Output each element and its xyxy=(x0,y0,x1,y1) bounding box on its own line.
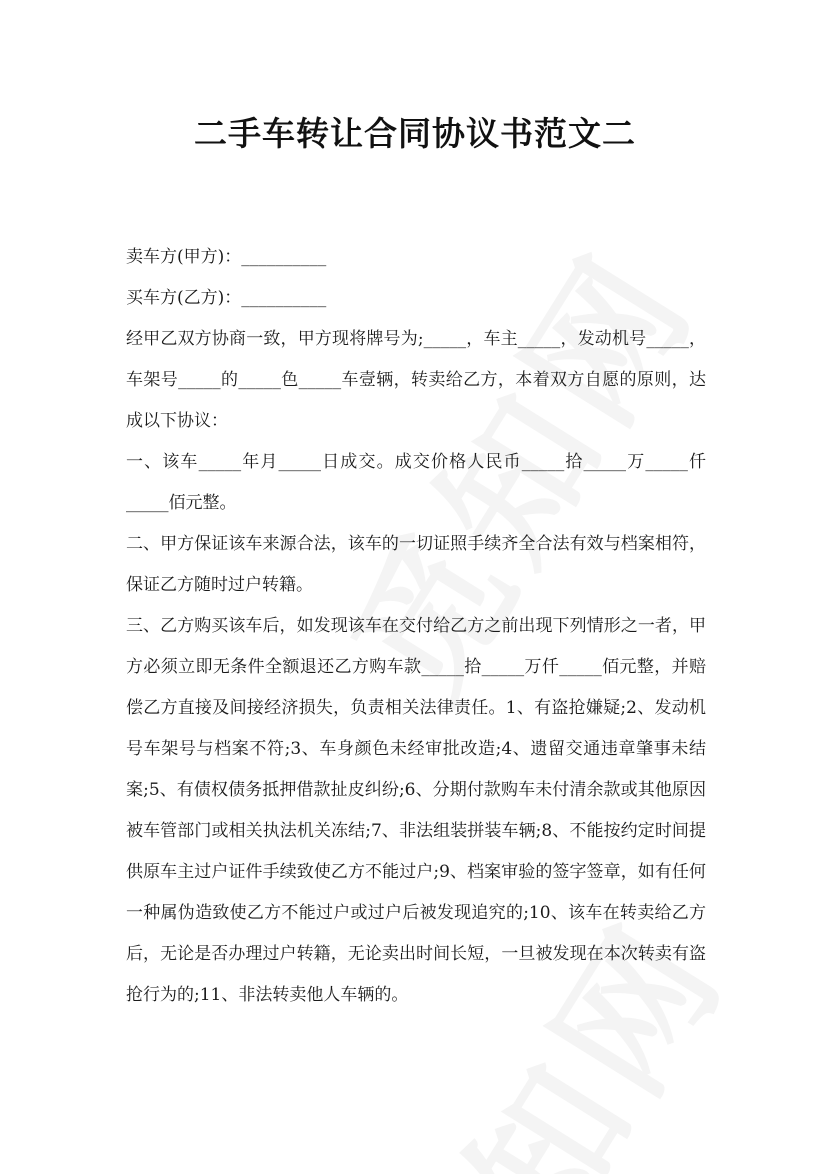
clause-2: 二、甲方保证该车来源合法，该车的一切证照手续齐全合法有效与档案相符，保证乙方随时过户转籍。 xyxy=(126,534,706,595)
intro-paragraph: 经甲乙双方协商一致，甲方现将牌号为;_____，车主_____，发动机号_____，车架号_____的_____色_____车壹辆，转卖给乙方，本着双方自愿的原则，达成以下协议： xyxy=(126,329,706,431)
document-title: 二手车转让合同协议书范文二 xyxy=(194,114,636,153)
clause-3: 三、乙方购买该车后，如发现该车在交付给乙方之前出现下列情形之一者，甲方必须立即无条件全额退还乙方购车款_____拾_____万仟_____佰元整，并赔偿乙方直接及间接经济损失，负责相关法律责任。1、有盗抢嫌疑;2、发动机号车架号与档案不符;3、车身颜色未经审批改造;4、遗留交通违章肇事未结案;5、有债权债务抵押借款扯皮纠纷;6、分期付款购车未付清余款或其他原因被车管部门或相关执法机关冻结;7、非法组装拼装车辆;8、不能按约定时间提供原车主过户证件手续致使乙方不能过户;9、档案审验的签字签章，如有任何一种属伪造致使乙方不能过户或过户后被发现追究的;10、该车在转卖给乙方后，无论是否办理过户转籍，无论卖出时间长短，一旦被发现在本次转卖有盗抢行为的;11、非法转卖他人车辆的。 xyxy=(126,616,706,1005)
document-body xyxy=(126,237,706,1016)
buyer-line: 买车方(乙方)：__________ xyxy=(126,288,327,308)
clause-1: 一、该车_____年月_____日成交。成交价格人民币_____拾_____万_____仟_____佰元整。 xyxy=(126,452,706,513)
seller-line: 卖车方(甲方)：__________ xyxy=(126,247,327,267)
